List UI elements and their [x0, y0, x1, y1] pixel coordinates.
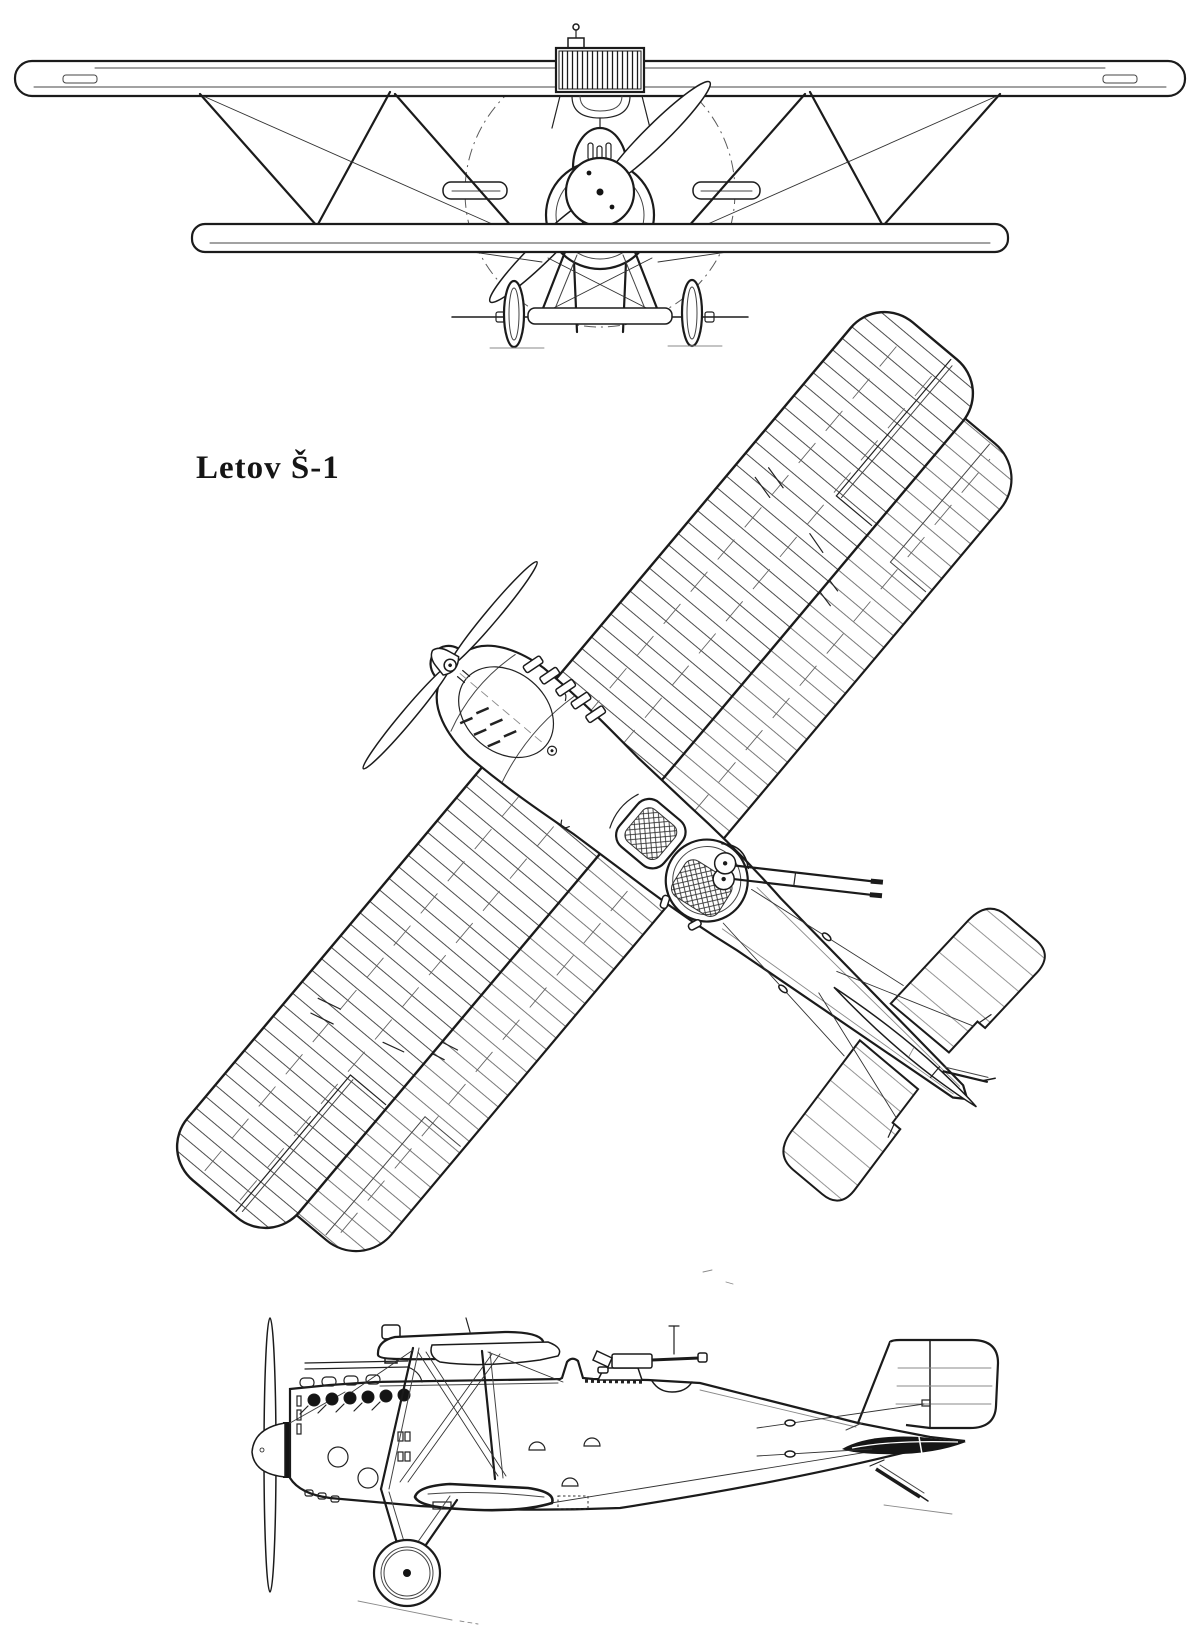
upper-wing-section-side — [378, 1318, 560, 1365]
front-view — [15, 24, 1185, 348]
radiator — [556, 24, 644, 92]
propeller-side — [252, 1318, 291, 1592]
fin-and-rudder — [846, 1340, 998, 1430]
drawing-title: Letov Š-1 — [196, 450, 340, 486]
wheel-left-front — [504, 281, 524, 347]
top-view — [73, 221, 1200, 1535]
wheel-right-front — [682, 280, 702, 346]
front-lower-wing — [192, 224, 1008, 252]
machine-gun-side — [593, 1270, 733, 1380]
propeller-front — [483, 74, 718, 309]
lower-wing-section-side — [415, 1484, 553, 1510]
wheel-side — [374, 1540, 440, 1606]
tailskid-side — [870, 1460, 952, 1514]
side-view — [252, 1270, 998, 1624]
